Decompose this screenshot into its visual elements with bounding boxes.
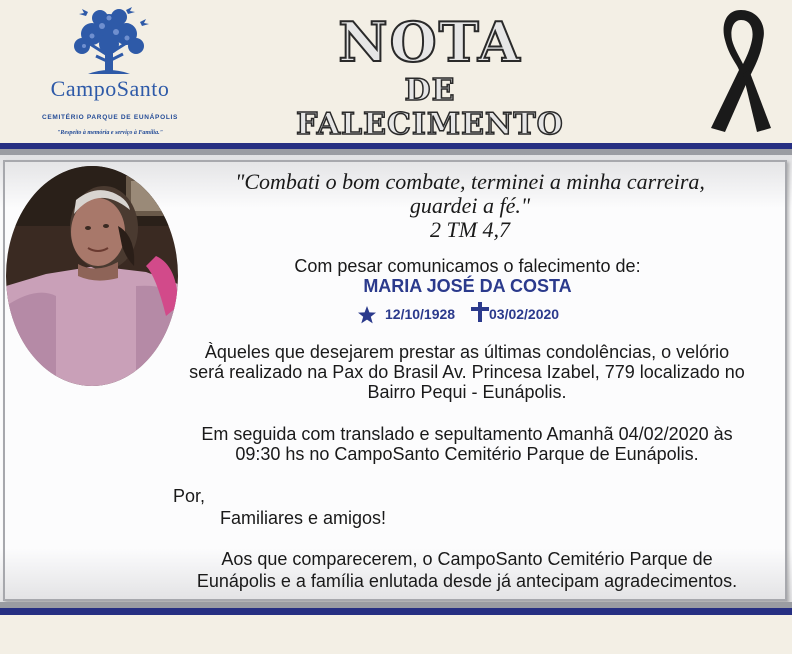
- logo-name: CampoSanto: [50, 76, 170, 101]
- camposanto-logo: [30, 6, 190, 138]
- thanks-paragraph: [172, 548, 762, 592]
- signature-by: Por,: [173, 486, 206, 506]
- star-icon: [357, 305, 377, 325]
- thanks-line-2: Eunápolis e a família enlutada desde já antecipam agradecimentos.: [196, 571, 738, 591]
- wake-line-2: será realizado na Pax do Brasil Av. Princesa Izabel, 779 localizado no: [189, 362, 745, 382]
- announcement-text: Com pesar comunicamos o falecimento de:: [294, 256, 641, 276]
- burial-line-2: 09:30 hs no CampoSanto Cemitério Parque de Eunápolis.: [235, 444, 699, 464]
- birth-date: 12/10/1928: [385, 306, 456, 322]
- quote-line-2: guardei a fé.": [409, 193, 531, 218]
- footer: [0, 615, 792, 654]
- wake-paragraph: [172, 342, 762, 402]
- quote-reference: 2 TM 4,7: [429, 217, 511, 242]
- quote-line-1: "Combati o bom combate, terminei a minha carreira,: [235, 169, 705, 194]
- logo-subtitle: CEMITÉRIO PARQUE DE EUNÁPOLIS: [41, 114, 179, 121]
- bible-quote: [190, 170, 750, 242]
- wake-line-3: Bairro Pequi - Eunápolis.: [367, 382, 567, 402]
- life-dates: [355, 301, 585, 327]
- deceased-photo: [6, 166, 178, 386]
- tree-icon: [30, 6, 190, 81]
- death-date: 03/02/2020: [489, 306, 560, 322]
- deceased-name: MARIA JOSÉ DA COSTA: [363, 276, 572, 296]
- logo-tagline: "Respeito à memória e serviço à Família.": [57, 130, 163, 136]
- wake-line-1: Àqueles que desejarem prestar as últimas condolências, o velório: [204, 342, 730, 362]
- page-title: NOTA: [338, 10, 522, 74]
- page-subtitle: DE FALECIMENTO: [296, 73, 564, 142]
- burial-line-1: Em seguida com translado e sepultamento Amanhã 04/02/2020 às: [201, 424, 733, 444]
- mourning-ribbon-icon: [703, 4, 779, 136]
- signature-from: Familiares e amigos!: [220, 508, 387, 528]
- cross-icon: [470, 301, 490, 323]
- thanks-line-1: Aos que comparecerem, o CampoSanto Cemitério Parque de: [221, 549, 713, 569]
- burial-paragraph: [172, 424, 762, 464]
- footer-divider: [0, 608, 792, 615]
